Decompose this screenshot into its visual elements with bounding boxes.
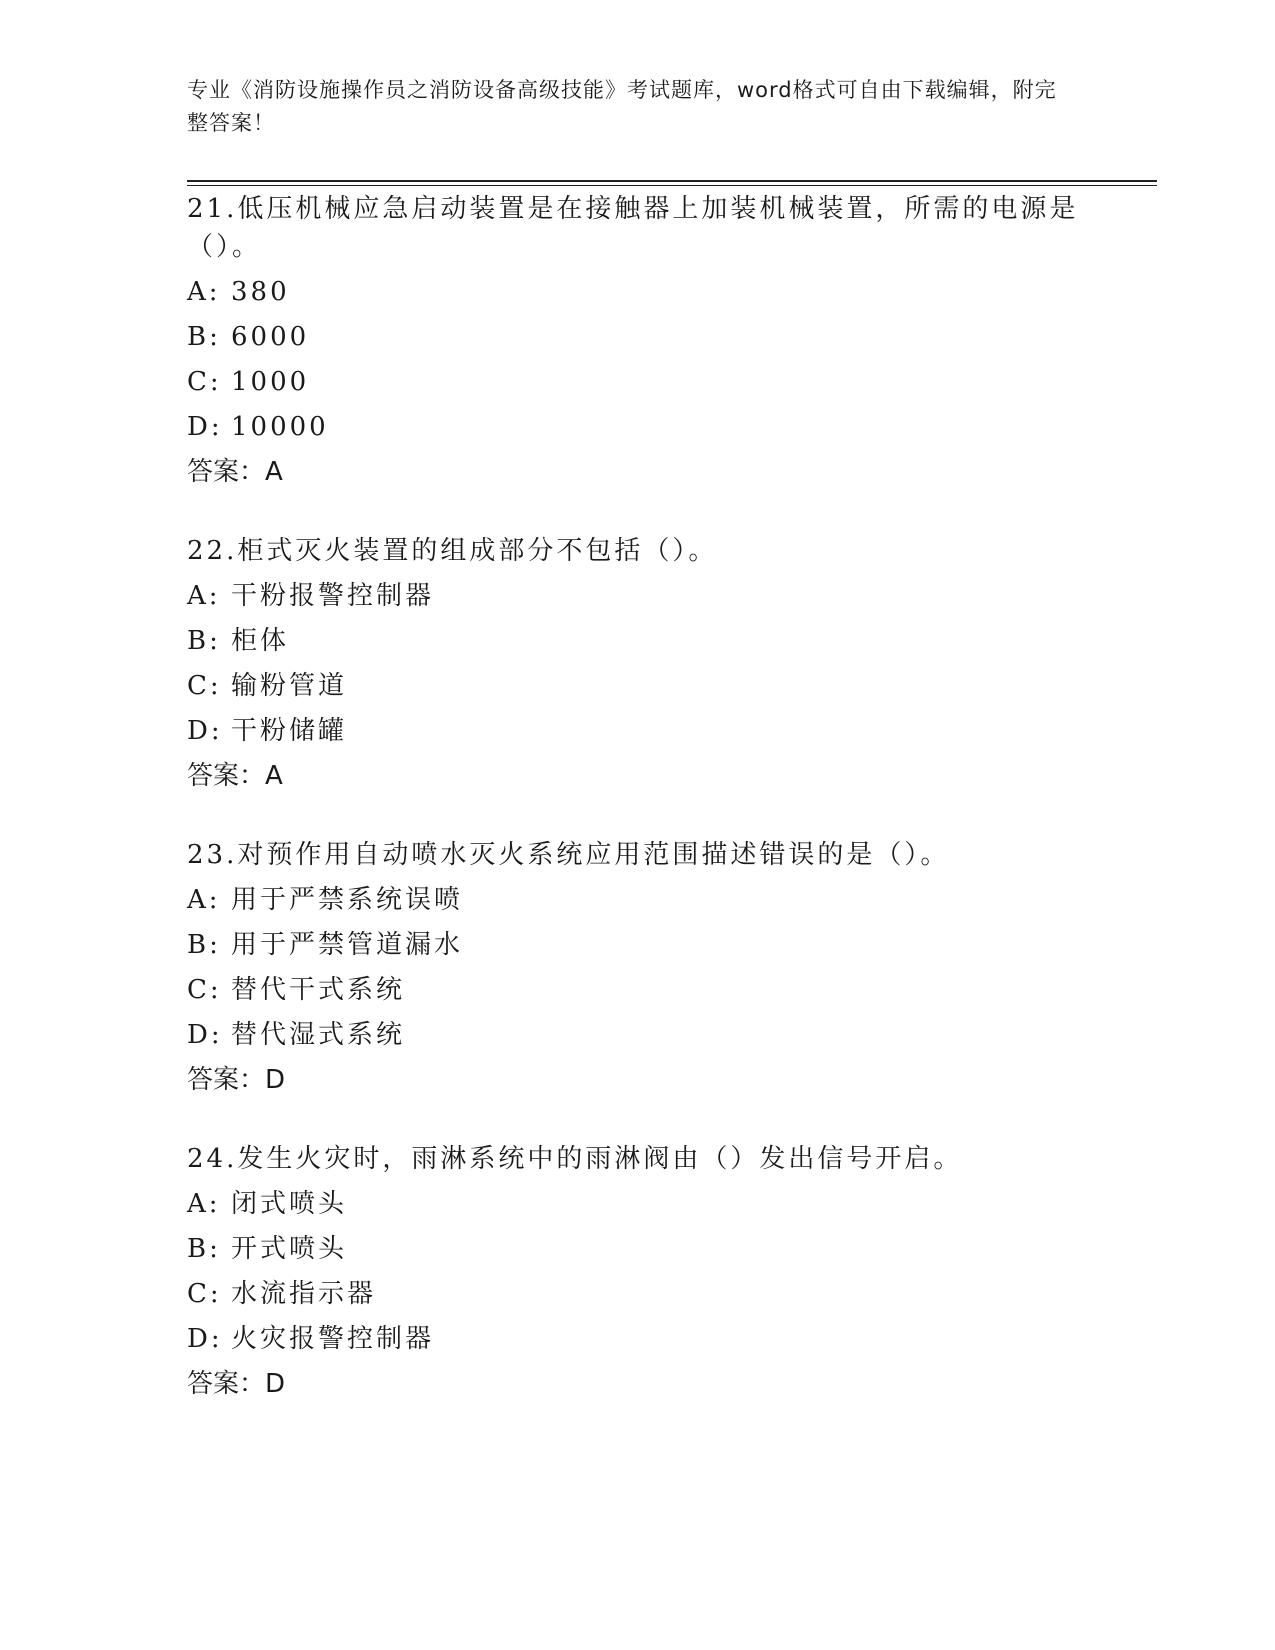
option-text: 火灾报警控制器 <box>231 1324 435 1354</box>
option-d <box>187 408 1107 453</box>
option-text: 替代干式系统 <box>231 975 406 1005</box>
option-letter: D: <box>187 716 223 746</box>
header-divider-thick <box>187 180 1157 182</box>
option-text: 替代湿式系统 <box>231 1020 406 1050</box>
option-text: 开式喷头 <box>231 1234 348 1264</box>
option-d <box>187 1320 1107 1365</box>
option-d <box>187 712 1107 757</box>
header-divider-thin <box>187 185 1157 186</box>
document-header: 专业《消防设施操作员之消防设备高级技能》考试题库，word格式可自由下载编辑，附完整答案！ <box>187 78 1057 135</box>
option-b <box>187 926 1107 971</box>
question-list <box>187 190 1107 1444</box>
option-letter: B: <box>187 930 221 960</box>
question-block <box>187 532 1107 802</box>
option-letter: A: <box>187 885 221 915</box>
option-letter: B: <box>187 626 221 656</box>
option-letter: C: <box>187 367 222 397</box>
option-letter: D: <box>187 412 223 442</box>
option-letter: A: <box>187 581 221 611</box>
answer-line: 答案：A <box>187 457 283 487</box>
option-letter: A: <box>187 277 221 307</box>
option-d <box>187 1016 1107 1061</box>
option-text: 用于严禁系统误喷 <box>231 885 464 915</box>
answer-line: 答案：D <box>187 1369 286 1399</box>
option-text: 水流指示器 <box>231 1279 377 1309</box>
option-a <box>187 1185 1107 1230</box>
option-text: 干粉储罐 <box>231 716 348 746</box>
option-text: 柜体 <box>231 626 290 656</box>
option-c <box>187 363 1107 408</box>
option-b <box>187 318 1107 363</box>
option-a <box>187 273 1107 318</box>
option-letter: C: <box>187 671 222 701</box>
answer-line: 答案：D <box>187 1065 286 1095</box>
option-letter: B: <box>187 1234 221 1264</box>
option-letter: D: <box>187 1324 223 1354</box>
option-a <box>187 881 1107 926</box>
option-b <box>187 622 1107 667</box>
question-block <box>187 190 1107 498</box>
option-text: 1000 <box>231 367 310 397</box>
option-text: 380 <box>231 277 290 307</box>
option-letter: D: <box>187 1020 223 1050</box>
question-text: 24.发生火灾时，雨淋系统中的雨淋阀由（）发出信号开启。 <box>187 1144 963 1174</box>
option-text: 10000 <box>231 412 329 442</box>
option-text: 6000 <box>231 322 310 352</box>
option-letter: C: <box>187 975 222 1005</box>
option-c <box>187 971 1107 1016</box>
option-text: 闭式喷头 <box>231 1189 348 1219</box>
option-letter: C: <box>187 1279 222 1309</box>
question-text: 22.柜式灭火装置的组成部分不包括（）。 <box>187 536 718 566</box>
option-c <box>187 1275 1107 1320</box>
option-c <box>187 667 1107 712</box>
option-b <box>187 1230 1107 1275</box>
question-text: 21.低压机械应急启动装置是在接触器上加装机械装置，所需的电源是（）。 <box>187 194 1079 262</box>
option-text: 用于严禁管道漏水 <box>231 930 464 960</box>
option-text: 干粉报警控制器 <box>231 581 435 611</box>
option-letter: A: <box>187 1189 221 1219</box>
question-block <box>187 1140 1107 1410</box>
question-text: 23.对预作用自动喷水灭火系统应用范围描述错误的是（）。 <box>187 840 950 870</box>
question-block <box>187 836 1107 1106</box>
option-letter: B: <box>187 322 221 352</box>
option-text: 输粉管道 <box>231 671 348 701</box>
option-a <box>187 577 1107 622</box>
answer-line: 答案：A <box>187 761 283 791</box>
